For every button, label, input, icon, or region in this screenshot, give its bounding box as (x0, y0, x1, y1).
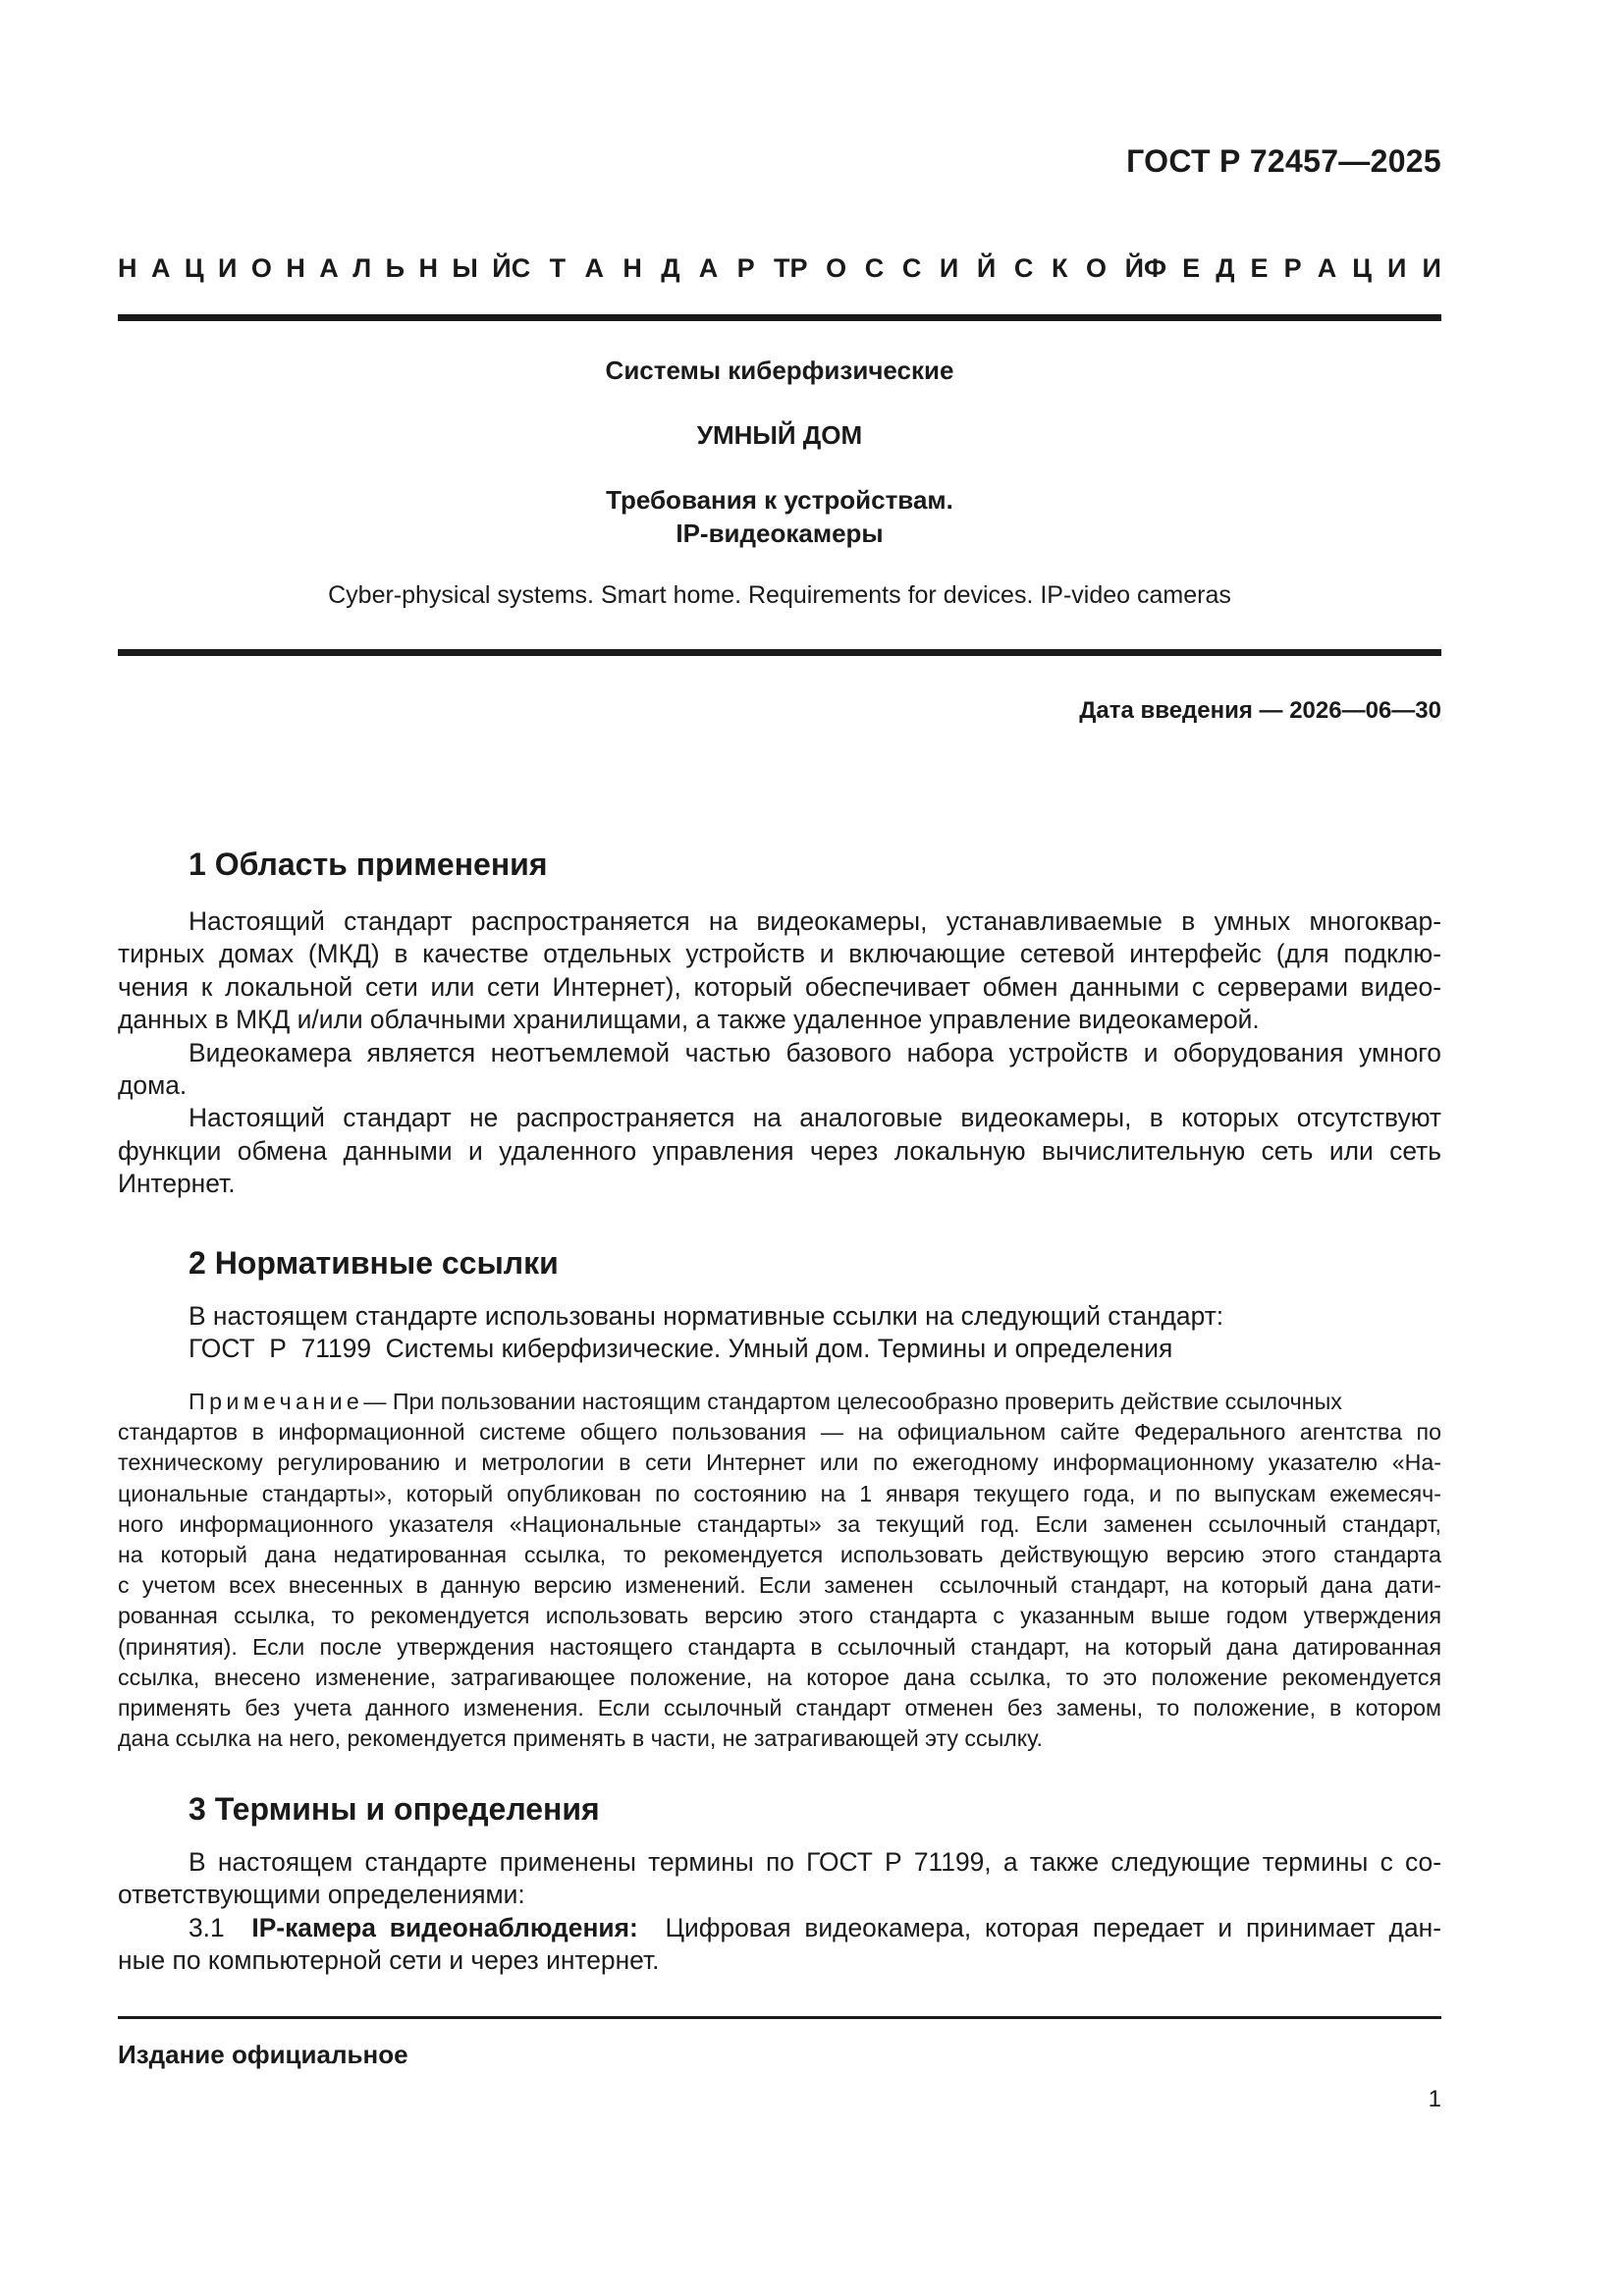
note-line: с учетом всех внесенных в данную версию изменений. Если заменен ссылочный стандарт, на который дана дати- (118, 1572, 1441, 1599)
note-first-line (118, 1387, 1441, 1417)
reference-line: ГОСТ Р 71199 Системы киберфизические. Умный дом. Термины и определения (189, 1334, 1173, 1364)
title-word (512, 253, 790, 284)
title-letter: Е (1182, 253, 1201, 283)
note-line: ссылка, внесено изменение, затрагивающее положение, на которое дана ссылка, то это положение рекомендуется (118, 1664, 1441, 1690)
note-line: дана ссылка на него, рекомендуется применять в части, не затрагивающей эту ссылку. (118, 1725, 1043, 1752)
section-heading: 3 Термины и определения (189, 1791, 600, 1827)
note-line: циональные стандарты», который опубликован по состоянию на 1 января текущего года, и по выпускам ежемесяч- (118, 1480, 1441, 1506)
title-letter: Ф (1144, 253, 1167, 283)
title-letter: О (1086, 253, 1108, 283)
note-line: применять без учета данного изменения. Если ссылочный стандарт отменен без замены, то положение, в котором (118, 1695, 1441, 1722)
text-line: Интернет. (118, 1169, 236, 1199)
text-line: тирных домах (МКД) в качестве отдельных устройств и включающие сетевой интерфейс (для подклю- (118, 939, 1441, 969)
title-letter: И (1387, 253, 1407, 283)
note-line: техническому регулированию и метрологии в сети Интернет или по ежегодному информационному указателю «На- (118, 1449, 1441, 1476)
english-title: Cyber-physical systems. Smart home. Requirements for devices. IP-video cameras (328, 581, 1231, 609)
title-line: Требования к устройствам. (606, 485, 953, 515)
paragraph (118, 905, 1441, 1201)
text-line: функции обмена данными и удаленного управления через локальную вычислительную сеть или сеть (118, 1135, 1441, 1166)
national-standard-title (118, 253, 1441, 284)
term-number: 3.1 (189, 1912, 225, 1942)
title-letter: Ц (1352, 253, 1372, 283)
text-line: В настоящем стандарте использованы нормативные ссылки на следующий стандарт: (189, 1301, 1224, 1331)
footer-rule (118, 2016, 1441, 2019)
official-edition-label: Издание официальное (118, 2040, 408, 2069)
section-heading: 2 Нормативные ссылки (189, 1245, 559, 1281)
section-heading: 1 Область применения (189, 847, 548, 882)
title-letter: А (584, 253, 604, 283)
paragraph (118, 1846, 1441, 1978)
text-line: В настоящем стандарте применены термины по ГОСТ Р 71199, а также следующие термины с со- (189, 1847, 1441, 1877)
title-letter: Д (1216, 253, 1235, 283)
title-letter: Т (774, 253, 790, 283)
title-letter: Н (286, 253, 305, 283)
title-letter: С (901, 253, 922, 283)
page-number: 1 (1428, 2086, 1441, 2112)
title-word (1144, 253, 1441, 284)
title-letter: Р (789, 253, 808, 283)
title-letter: Р (736, 253, 755, 283)
title-letter: С (864, 253, 885, 283)
text-line: Видеокамера является неотъемлемой частью базового набора устройств и оборудования умного (189, 1037, 1441, 1067)
title-word (790, 253, 1144, 284)
title-letter: А (319, 253, 339, 283)
title-letter: И (218, 253, 238, 283)
title-letter: Н (118, 253, 137, 283)
text-line: Настоящий стандарт распространяется на видеокамеры, устанавливаемые в умных многоквар- (189, 906, 1441, 936)
introduction-date: Дата введения — 2026—06—30 (1079, 697, 1441, 724)
note-line: стандартов в информационной системе общего пользования — на официальном сайте Федерального агентства по (118, 1419, 1441, 1446)
title-letter: Н (622, 253, 642, 283)
document-page (118, 0, 1441, 2296)
header-rule (118, 314, 1441, 321)
title-rule (118, 649, 1441, 656)
title-letter: Д (661, 253, 680, 283)
term-line (118, 1912, 1441, 1944)
paragraph (118, 1300, 1441, 1366)
title-letter: К (1051, 253, 1068, 283)
text-line: ответствующими определениями: (118, 1880, 525, 1910)
text-line: данных в МКД и/или облачными хранилищами, а также удаленное управление видеокамерой. (118, 1005, 1260, 1035)
title-letter: Т (549, 253, 567, 283)
title-letter: Й (1124, 253, 1144, 283)
term-name: IP-камера видеонаблюдения: (251, 1912, 638, 1942)
title-letter: А (1317, 253, 1337, 283)
note-text: — При пользовании настоящим стандартом целесообразно проверить действие ссылочных (363, 1389, 1342, 1414)
title-letter: О (826, 253, 847, 283)
document-number: ГОСТ Р 72457—2025 (1126, 143, 1441, 179)
title-letter: А (698, 253, 719, 283)
title-letter: Е (1250, 253, 1269, 283)
title-line: Системы киберфизические (605, 355, 954, 385)
title-letter: Й (492, 253, 512, 283)
title-letter: Ц (184, 253, 204, 283)
title-letter: А (150, 253, 171, 283)
title-letter: И (1422, 253, 1441, 283)
title-letter: С (1013, 253, 1034, 283)
title-line: IP-видеокамеры (676, 519, 884, 548)
text-line: ные по компьютерной сети и через интернет. (118, 1945, 660, 1976)
title-line: УМНЫЙ ДОМ (696, 420, 863, 450)
note-line: на который дана недатированная ссылка, то рекомендуется использовать действующую версию этого стандарта (118, 1542, 1441, 1568)
title-word (118, 253, 512, 284)
title-letter: Й (976, 253, 997, 283)
title-letter: Н (418, 253, 438, 283)
text-line: Настоящий стандарт не распространяется на аналоговые видеокамеры, в которых отсутствуют (189, 1103, 1441, 1133)
title-letter: Ь (385, 253, 406, 283)
note-line: рованная ссылка, то рекомендуется использовать версию этого стандарта с указанным выше годом утверждения (118, 1603, 1441, 1629)
title-letter: Р (1283, 253, 1302, 283)
title-letter: О (250, 253, 272, 283)
note (118, 1387, 1441, 1754)
title-letter: С (511, 253, 531, 283)
note-label: Примечание (189, 1389, 364, 1414)
title-letter: Ы (452, 253, 478, 283)
title-letter: И (939, 253, 959, 283)
text-line: дома. (118, 1070, 188, 1101)
text-line: чения к локальной сети или сети Интернет), который обеспечивает обмен данными с серверами видео- (118, 971, 1441, 1002)
note-line: ного информационного указателя «Национальные стандарты» за текущий год. Если заменен ссылочный стандарт, (118, 1510, 1441, 1537)
term-definition: Цифровая видеокамера, которая передает и принимает дан- (665, 1912, 1441, 1942)
note-line: (принятия). Если после утверждения настоящего стандарта в ссылочный стандарт, на который дана датированная (118, 1633, 1441, 1660)
title-letter: Л (352, 253, 372, 283)
